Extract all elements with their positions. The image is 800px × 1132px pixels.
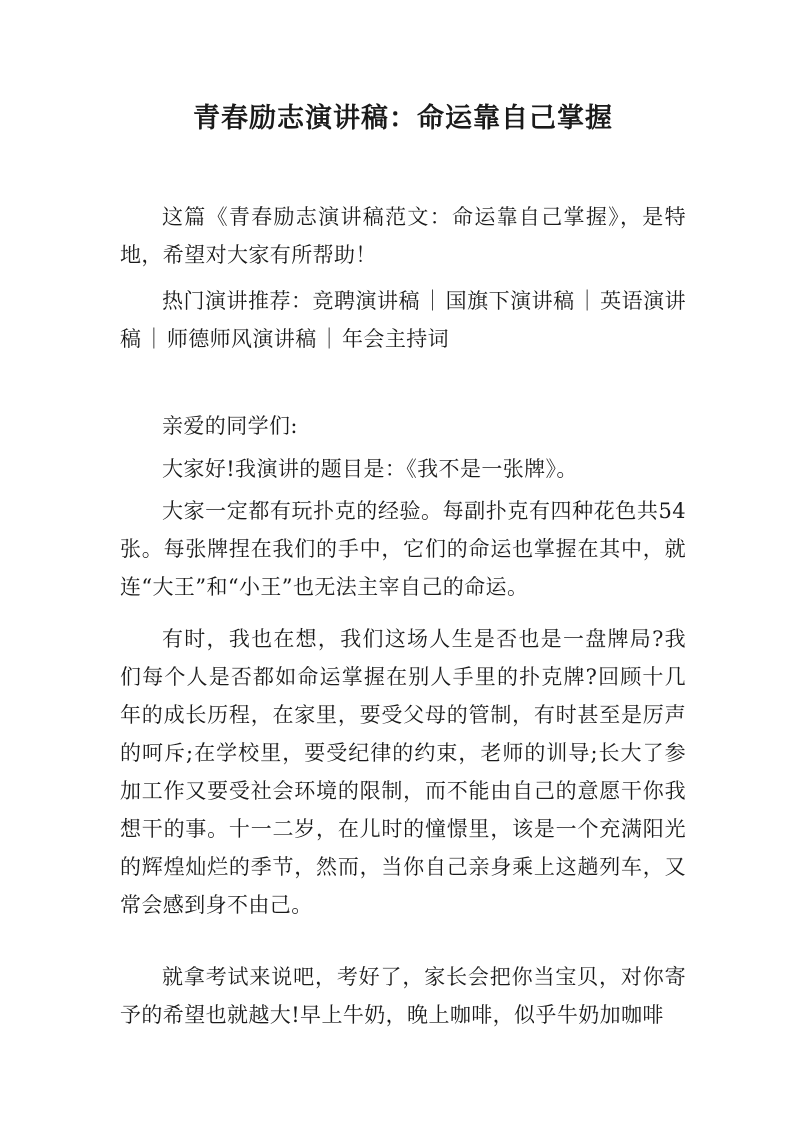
body-paragraph-poker: 大家一定都有玩扑克的经验。每副扑克有四种花色共54张。每张牌捏在我们的手中，它们的命运也掌握在其中，就连“大王”和“小王”也无法主宰自己的命运。: [120, 499, 686, 599]
recommend-link-competition[interactable]: 竞聘演讲稿: [312, 289, 421, 313]
recommend-paragraph: [120, 282, 686, 358]
recommend-label: 热门演讲推荐：: [162, 289, 313, 313]
recommend-link-english[interactable]: 英语演讲稿: [120, 289, 687, 351]
link-separator: ｜: [576, 289, 599, 313]
body-paragraph-life: 有时，我也在想，我们这场人生是否也是一盘牌局?我们每个人是否都如命运掌握在别人手里的扑克牌?回顾十几年的成长历程，在家里，要受父母的管制，有时甚至是厉声的呵斥;在学校里，要受纪律的约束，老师的训导;长大了参加工作又要受社会环境的限制，而不能由自己的意愿干你我想干的事。十一二岁，在儿时的憧憬里，该是一个充满阳光的辉煌灿烂的季节，然而，当你自己亲身乘上这趟列车，又常会感到身不由己。: [120, 627, 686, 917]
document-title: 青春励志演讲稿：命运靠自己掌握: [193, 103, 613, 134]
link-separator: ｜: [318, 327, 341, 351]
intro-paragraph: 这篇《青春励志演讲稿范文：命运靠自己掌握》，是特地，希望对大家有所帮助！: [120, 205, 686, 267]
recommend-link-flag[interactable]: 国旗下演讲稿: [445, 289, 575, 313]
recommend-link-annual-host[interactable]: 年会主持词: [342, 327, 450, 351]
greeting-paragraph: 亲爱的同学们:: [162, 414, 298, 438]
link-separator: ｜: [422, 289, 444, 313]
body-paragraph-exam: 就拿考试来说吧，考好了，家长会把你当宝贝，对你寄予的希望也就越大!早上牛奶，晚上咖啡，似乎牛奶加咖啡: [120, 965, 686, 1027]
link-separator: ｜: [143, 327, 165, 351]
recommend-link-teacher-ethics[interactable]: 师德师风演讲稿: [166, 327, 317, 351]
opening-paragraph: 大家好!我演讲的题目是：《我不是一张牌》。: [162, 457, 578, 481]
